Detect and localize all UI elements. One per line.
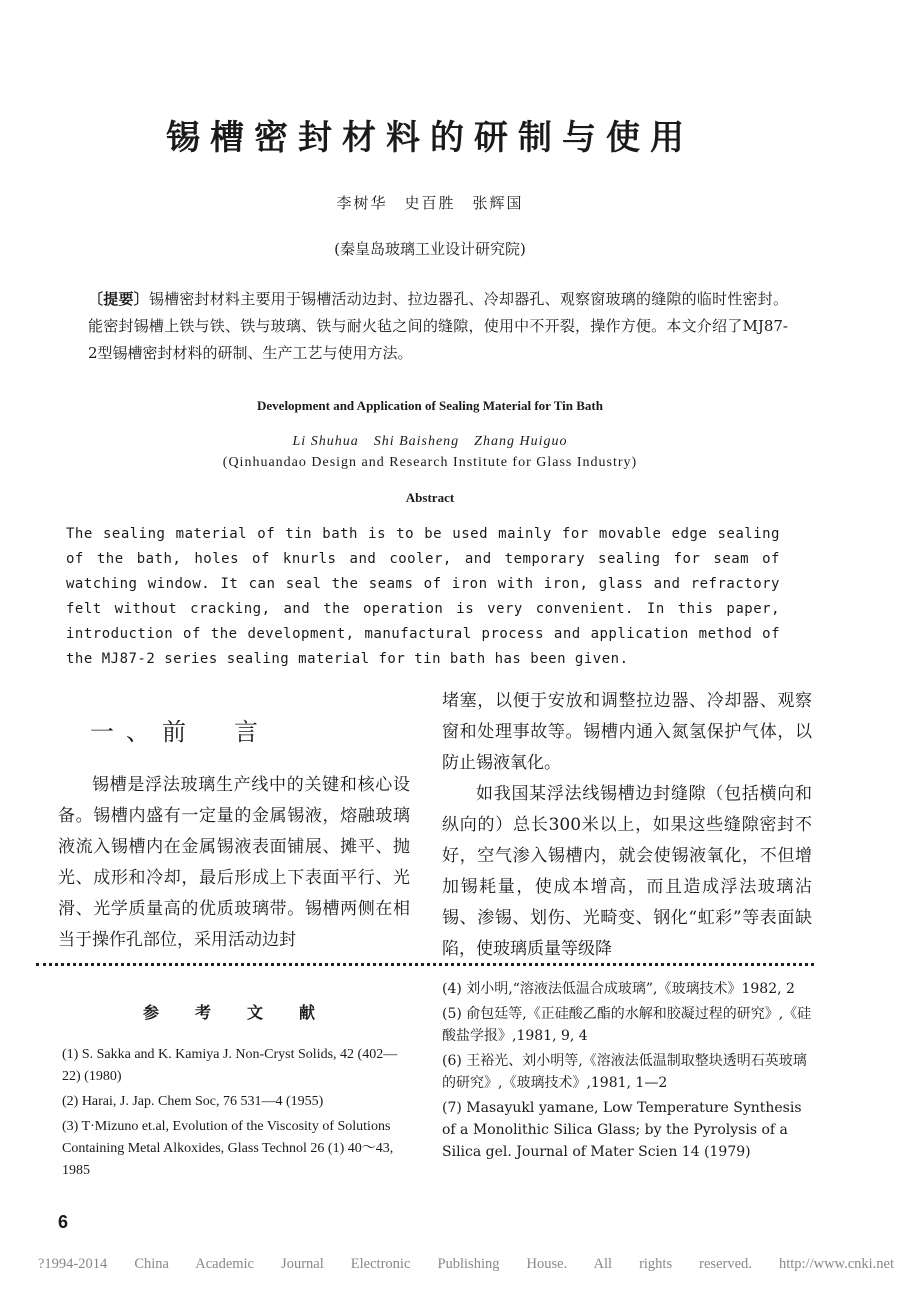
left-column [58, 705, 410, 956]
references-right [442, 978, 814, 1166]
reference-item: (2) Harai, J. Jap. Chem Soc, 76 531—4 (1955) [62, 1094, 324, 1109]
page-number: 6 [58, 1212, 69, 1232]
reference-item: (5) 俞包廷等,《正硅酸乙酯的水解和胶凝过程的研究》,《硅酸盐学报》,1981, 9, 4 [442, 1006, 812, 1044]
abstract-cn-text: 锡槽密封材料主要用于锡槽活动边封、拉边器孔、冷却器孔、观察窗玻璃的缝隙的临时性密封。能密封锡槽上铁与铁、铁与玻璃、铁与耐火毡之间的缝隙，使用中不开裂，操作方便。本文介绍了MJ87-2型锡槽密封材料的研制、生产工艺与使用方法。 [88, 290, 788, 362]
reference-item: (6) 王裕光、刘小明等,《溶液法低温制取整块透明石英玻璃的研究》,《玻璃技术》,1981, 1—2 [442, 1053, 807, 1091]
seam-paragraph: 如我国某浮法线锡槽边封缝隙（包括横向和纵向的）总长300米以上，如果这些缝隙密封不好，空气渗入锡槽内，就会使锡液氧化，不但增加锡耗量，使成本增高，而且造成浮法玻璃沾锡、渗锡、划伤、光畸变、钢化“虹彩”等表面缺陷，使玻璃质量等级降 [442, 784, 812, 959]
reference-item: (4) 刘小明,“溶液法低温合成玻璃”,《玻璃技术》1982, 2 [442, 981, 795, 997]
english-abstract-heading: Abstract [405, 490, 455, 505]
affiliation-cn: (秦皇岛玻璃工业设计研究院) [334, 240, 526, 258]
reference-item: (1) S. Sakka and K. Kamiya J. Non-Cryst Solids, 42 (402—22) (1980) [62, 1047, 398, 1084]
references-left [62, 1044, 408, 1185]
references-heading: 参 考 文 献 [142, 1003, 325, 1022]
continued-paragraph: 堵塞，以便于安放和调整拉边器、冷却器、观察窗和处理事故等。锡槽内通入氮氢保护气体，以防止锡液氧化。 [442, 691, 812, 773]
abstract-cn [88, 286, 788, 367]
copyright-footer: ?1994-2014 China Academic Journal Electronic Publishing House. All rights reserved. http://www.cnki.net [38, 1256, 894, 1272]
intro-paragraph: 锡槽是浮法玻璃生产线中的关键和核心设备。锡槽内盛有一定量的金属锡液，熔融玻璃液流入锡槽内在金属锡液表面铺展、摊平、抛光、成形和冷却，最后形成上下表面平行、光滑、光学质量高的优质玻璃带。锡槽两侧在相当于操作孔部位，采用活动边封 [58, 775, 410, 950]
section-heading: 一、前 言 [90, 718, 270, 746]
reference-item: (7) Masayukl yamane, Low Temperature Synthesis of a Monolithic Silica Glass; by the Pyrolysis of a Silica gel. Journal of Mater Scien 14 (1979) [442, 1100, 802, 1160]
reference-item: (3) T·Mizuno et.al, Evolution of the Viscosity of Solutions Containing Metal Alkoxides, Glass Technol 26 (1) 40～43, 1985 [62, 1119, 394, 1178]
footnote-divider [36, 963, 814, 966]
english-title: Development and Application of Sealing Material for Tin Bath [257, 398, 603, 413]
authors-cn: 李树华 史百胜 张辉国 [336, 194, 524, 212]
right-column [442, 686, 812, 965]
abstract-cn-label: 〔提要〕 [88, 290, 149, 308]
english-abstract: The sealing material of tin bath is to be used mainly for movable edge sealing of the bath, holes of knurls and cooler, and temporary sealing for seam of watching window. It can seal the seams of iron with iron, glass and refractory felt without cracking, and the operation is very convenient. In this paper, introduction of the development, manufactural process and application method of the MJ87-2 series sealing material for tin bath has been given. [66, 526, 780, 667]
paper-title: 锡槽密封材料的研制与使用 [166, 118, 694, 158]
english-affiliation: (Qinhuandao Design and Research Institute for Glass Industry) [222, 455, 638, 470]
english-authors: Li Shuhua Shi Baisheng Zhang Huiguo [292, 434, 568, 449]
